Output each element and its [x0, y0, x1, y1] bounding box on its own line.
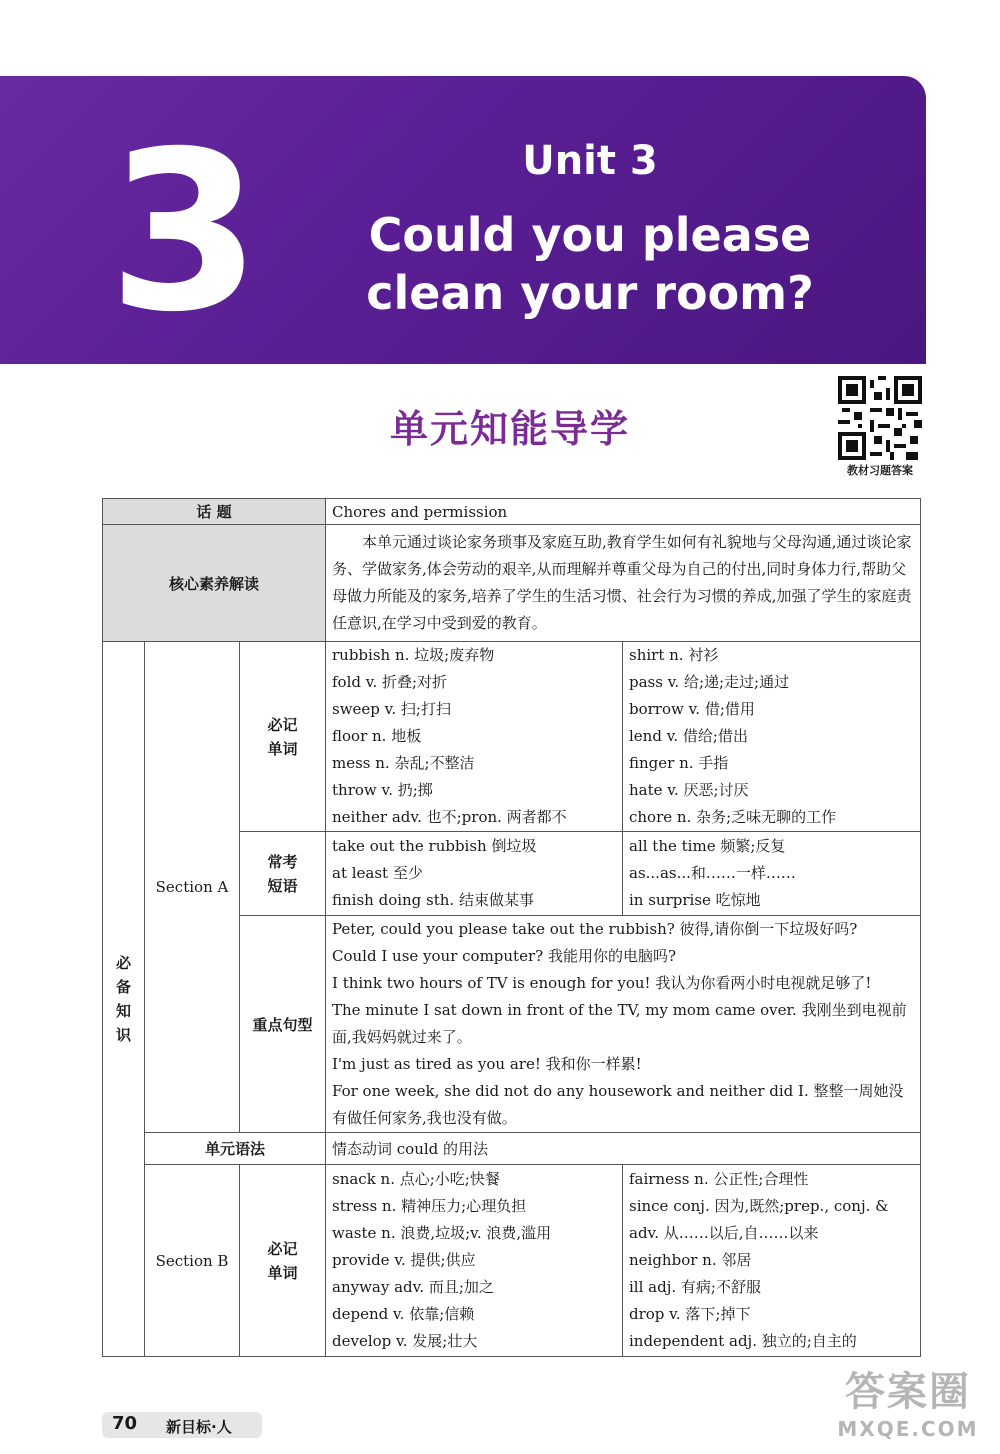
a-words-right [623, 642, 921, 832]
a-phrases-right [623, 832, 921, 916]
b-words-right [623, 1165, 921, 1357]
phrases-label: 常考短语 [240, 832, 326, 916]
list-item: in surprise 吃惊地 [629, 891, 761, 909]
watermark-logo [820, 1360, 996, 1441]
list-item: provide v. 提供;供应 [332, 1251, 476, 1269]
list-item: borrow v. 借;借用 [629, 700, 755, 718]
book-name: 新目标·人 [166, 1418, 232, 1436]
a-phrases-left [326, 832, 623, 916]
list-item: The minute I sat down in front of the TV, my mom came over. 我刚坐到电视前面,我妈妈就过来了。 [332, 1001, 907, 1046]
unit-title-line1: Could you please [368, 208, 812, 262]
section-heading: 单元知能导学 [389, 407, 630, 451]
unit-title [340, 206, 840, 322]
list-item: waste n. 浪费,垃圾;v. 浪费,滥用 [332, 1224, 552, 1242]
list-item: finger n. 手指 [629, 754, 729, 772]
qr-caption: 教材习题答案 [847, 464, 913, 477]
grammar-label: 单元语法 [145, 1133, 326, 1165]
list-item: take out the rubbish 倒垃圾 [332, 837, 537, 855]
list-item: sweep v. 扫;打扫 [332, 700, 451, 718]
table-row [103, 1133, 921, 1165]
table-row [103, 1165, 921, 1357]
list-item: hate v. 厌恶;讨厌 [629, 781, 749, 799]
words-label-a: 必记单词 [240, 642, 326, 832]
list-item: floor n. 地板 [332, 727, 422, 745]
table-row [103, 525, 921, 642]
list-item: lend v. 借给;借出 [629, 727, 748, 745]
list-item: Could I use your computer? 我能用你的电脑吗? [332, 947, 676, 965]
list-item: stress n. 精神压力;心理负担 [332, 1197, 527, 1215]
list-item: fairness n. 公正性;合理性 [629, 1170, 809, 1188]
list-item: pass v. 给;递;走过;通过 [629, 673, 790, 691]
unit-number: 3 [108, 104, 262, 360]
watermark-text: 答案圈 [845, 1369, 971, 1415]
list-item: snack n. 点心;小吃;快餐 [332, 1170, 500, 1188]
list-item: independent adj. 独立的;自主的 [629, 1332, 857, 1350]
section-a-label: Section A [145, 642, 240, 1133]
b-words-left [326, 1165, 623, 1357]
core-label: 核心素养解读 [103, 525, 326, 642]
topic-label: 话 题 [103, 499, 326, 525]
list-item: fold v. 折叠;对折 [332, 673, 448, 691]
list-item: drop v. 落下;掉下 [629, 1305, 751, 1323]
unit-label: Unit 3 [522, 138, 658, 184]
list-item: finish doing sth. 结束做某事 [332, 891, 534, 909]
list-item: all the time 频繁;反复 [629, 837, 786, 855]
table-row [103, 499, 921, 525]
list-item: ill adj. 有病;不舒服 [629, 1278, 761, 1296]
list-item: throw v. 扔;掷 [332, 781, 433, 799]
side-label: 必备知识 [103, 642, 145, 1357]
list-item: shirt n. 衬衫 [629, 646, 719, 664]
section-b-label: Section B [145, 1165, 240, 1357]
list-item: at least 至少 [332, 864, 423, 882]
list-item: chore n. 杂务;乏味无聊的工作 [629, 808, 837, 826]
list-item: mess n. 杂乱;不整洁 [332, 754, 475, 772]
list-item: anyway adv. 而且;加之 [332, 1278, 494, 1296]
core-text: 本单元通过谈论家务琐事及家庭互助,教育学生如何有礼貌地与父母沟通,通过谈论家务、学做家务,体会劳动的艰辛,从而理解并尊重父母为自己的付出,同时身体力行,帮助父母做力所能及的家务,培养了学生的生活习惯、社会行为习惯的养成,加强了学生的家庭责任意识,在学习中受到爱的教育。 [332, 533, 912, 632]
list-item: Peter, could you please take out the rubbish? 彼得,请你倒一下垃圾好吗? [332, 920, 858, 938]
words-label-b: 必记单词 [240, 1165, 326, 1357]
a-words-left [326, 642, 623, 832]
list-item: neither adv. 也不;pron. 两者都不 [332, 808, 567, 826]
unit-title-line2: clean your room? [366, 266, 814, 320]
list-item: neighbor n. 邻居 [629, 1251, 752, 1269]
qr-code-icon[interactable] [838, 376, 922, 460]
list-item: as...as...和……一样…… [629, 864, 796, 882]
a-sentences [326, 916, 921, 1133]
grammar-value: 情态动词 could 的用法 [326, 1133, 921, 1165]
page-number: 70 [112, 1413, 138, 1434]
list-item: since conj. 因为,既然;prep., conj. & [629, 1197, 889, 1215]
table-row [103, 642, 921, 832]
topic-value: Chores and permission [326, 499, 921, 525]
list-item: develop v. 发展;壮大 [332, 1332, 478, 1350]
list-item: I think two hours of TV is enough for you! 我认为你看两小时电视就足够了! [332, 974, 872, 992]
list-item: I'm just as tired as you are! 我和你一样累! [332, 1055, 642, 1073]
knowledge-table [102, 498, 921, 1357]
list-item: For one week, she did not do any housework and neither did I. 整整一周她没有做任何家务,我也没有做。 [332, 1082, 904, 1127]
list-item: depend v. 依靠;信赖 [332, 1305, 475, 1323]
list-item: rubbish n. 垃圾;废弃物 [332, 646, 495, 664]
watermark-url: MXQE.COM [837, 1417, 979, 1441]
list-item: adv. 从……以后,自……以来 [629, 1224, 819, 1242]
sentences-label: 重点句型 [240, 916, 326, 1133]
